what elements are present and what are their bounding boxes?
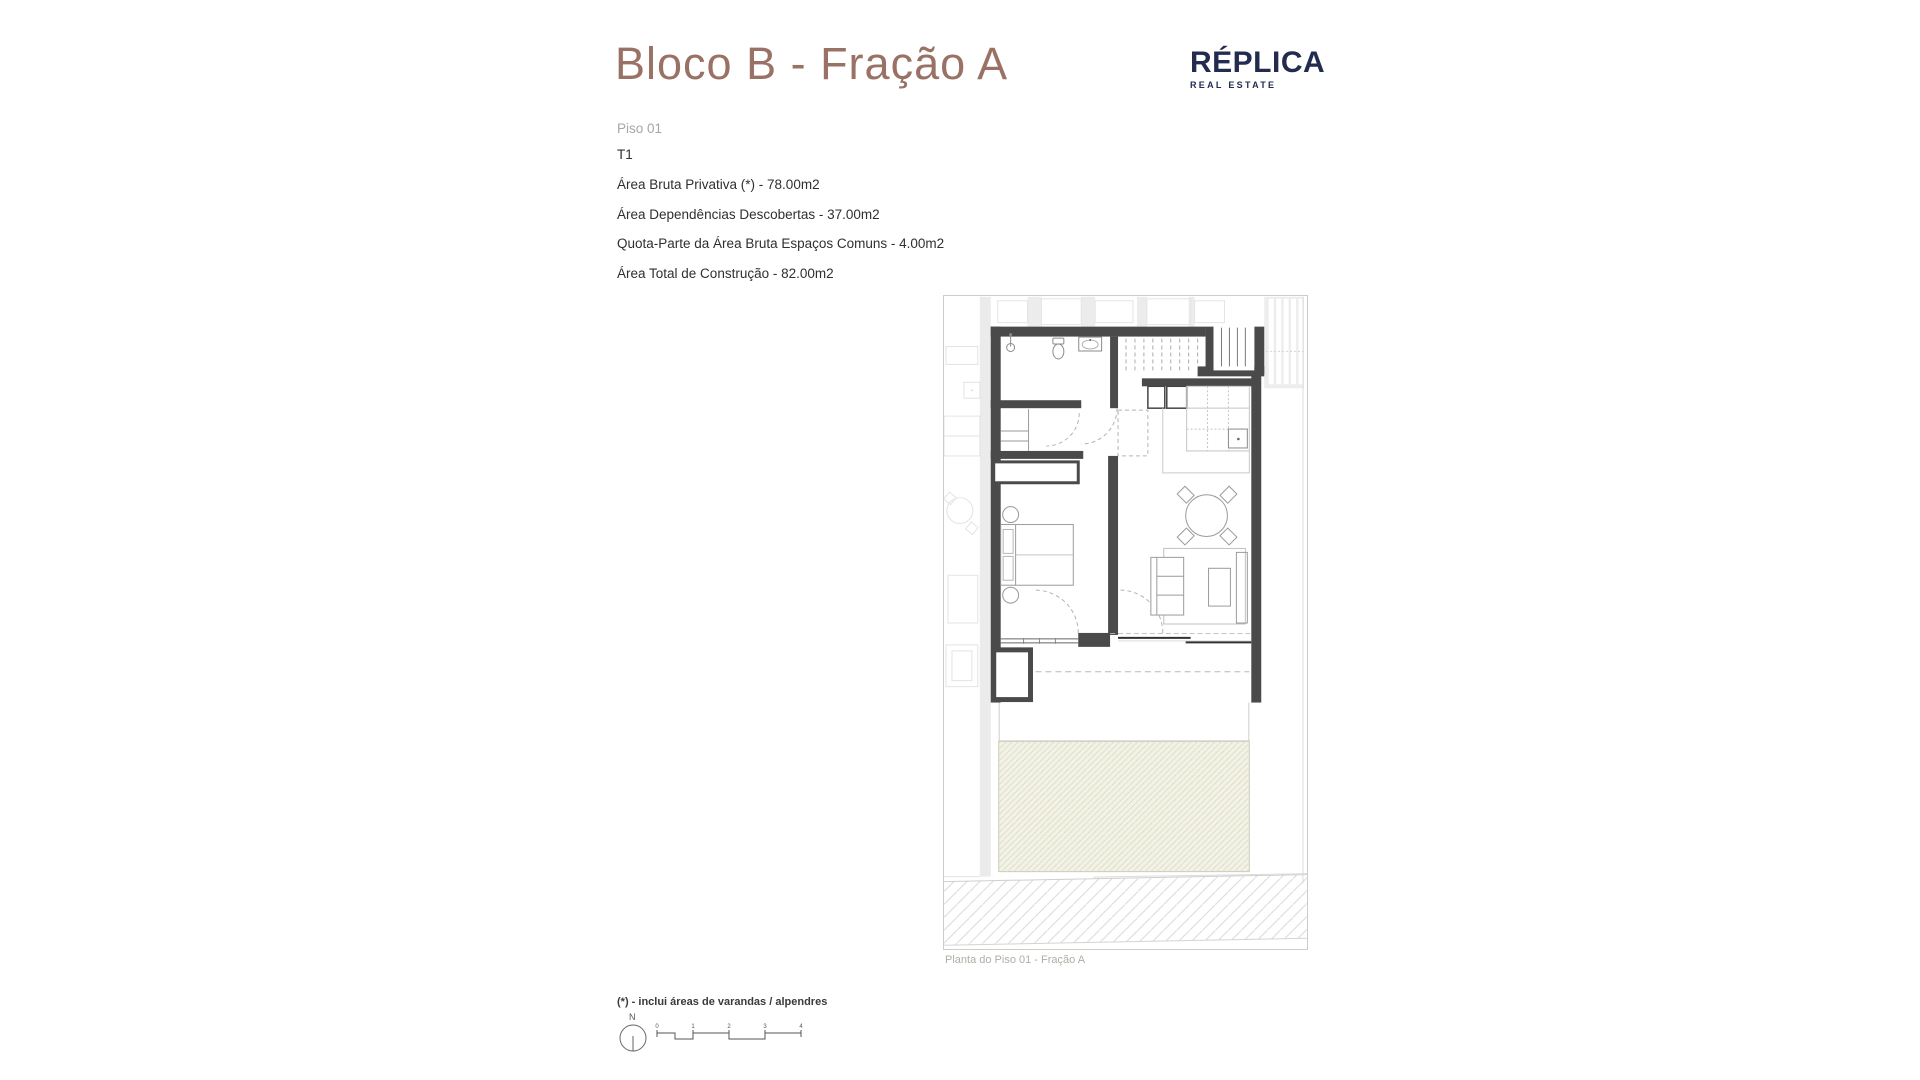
unit-info-block — [617, 121, 944, 295]
scale-bar-labels — [655, 1024, 803, 1030]
porch-storage — [994, 650, 1031, 700]
replica-logo — [1190, 48, 1340, 90]
footnote: (*) - inclui áreas de varandas / alpendres — [617, 996, 828, 1008]
svg-text:0: 0 — [655, 1024, 659, 1030]
svg-text:3: 3 — [763, 1024, 767, 1030]
road-hatch — [944, 874, 1307, 946]
svg-text:1: 1 — [691, 1024, 695, 1030]
floor-plan-frame — [943, 295, 1308, 950]
svg-text:4: 4 — [799, 1024, 803, 1030]
wardrobe — [994, 462, 1079, 483]
svg-text:N: N — [629, 1012, 636, 1022]
stairs-upper-flight — [1214, 327, 1255, 371]
svg-text:2: 2 — [727, 1024, 731, 1030]
scale-bar — [657, 1030, 801, 1039]
floor-label: Piso 01 — [617, 121, 663, 136]
context-neighbour-stairs-right — [1258, 297, 1304, 884]
area-dependencias-descobertas: Área Dependências Descobertas - 37.00m2 — [617, 206, 880, 222]
north-arrow-icon — [620, 1012, 646, 1051]
floor-plan-drawing — [944, 296, 1307, 949]
plan-caption: Planta do Piso 01 - Fração A — [945, 954, 1086, 966]
area-bruta-privativa: Área Bruta Privativa (*) - 78.00m2 — [617, 177, 820, 192]
quota-parte-espacos-comuns: Quota-Parte da Área Bruta Espaços Comuns - 4.00m2 — [617, 236, 945, 251]
typology-label: T1 — [617, 147, 633, 162]
porch-terrace-boundaries — [999, 703, 1250, 742]
page-title: Bloco B - Fração A — [615, 38, 1009, 89]
logo-tagline: REAL ESTATE — [1190, 80, 1277, 90]
area-total-construcao: Área Total de Construção - 82.00m2 — [617, 265, 834, 281]
terrace — [999, 741, 1250, 871]
context-floor-above-band — [998, 297, 1225, 327]
legend — [612, 1006, 822, 1066]
context-neighbour-left — [944, 297, 991, 877]
logo-wordmark: RÉPLICA — [1190, 46, 1326, 79]
